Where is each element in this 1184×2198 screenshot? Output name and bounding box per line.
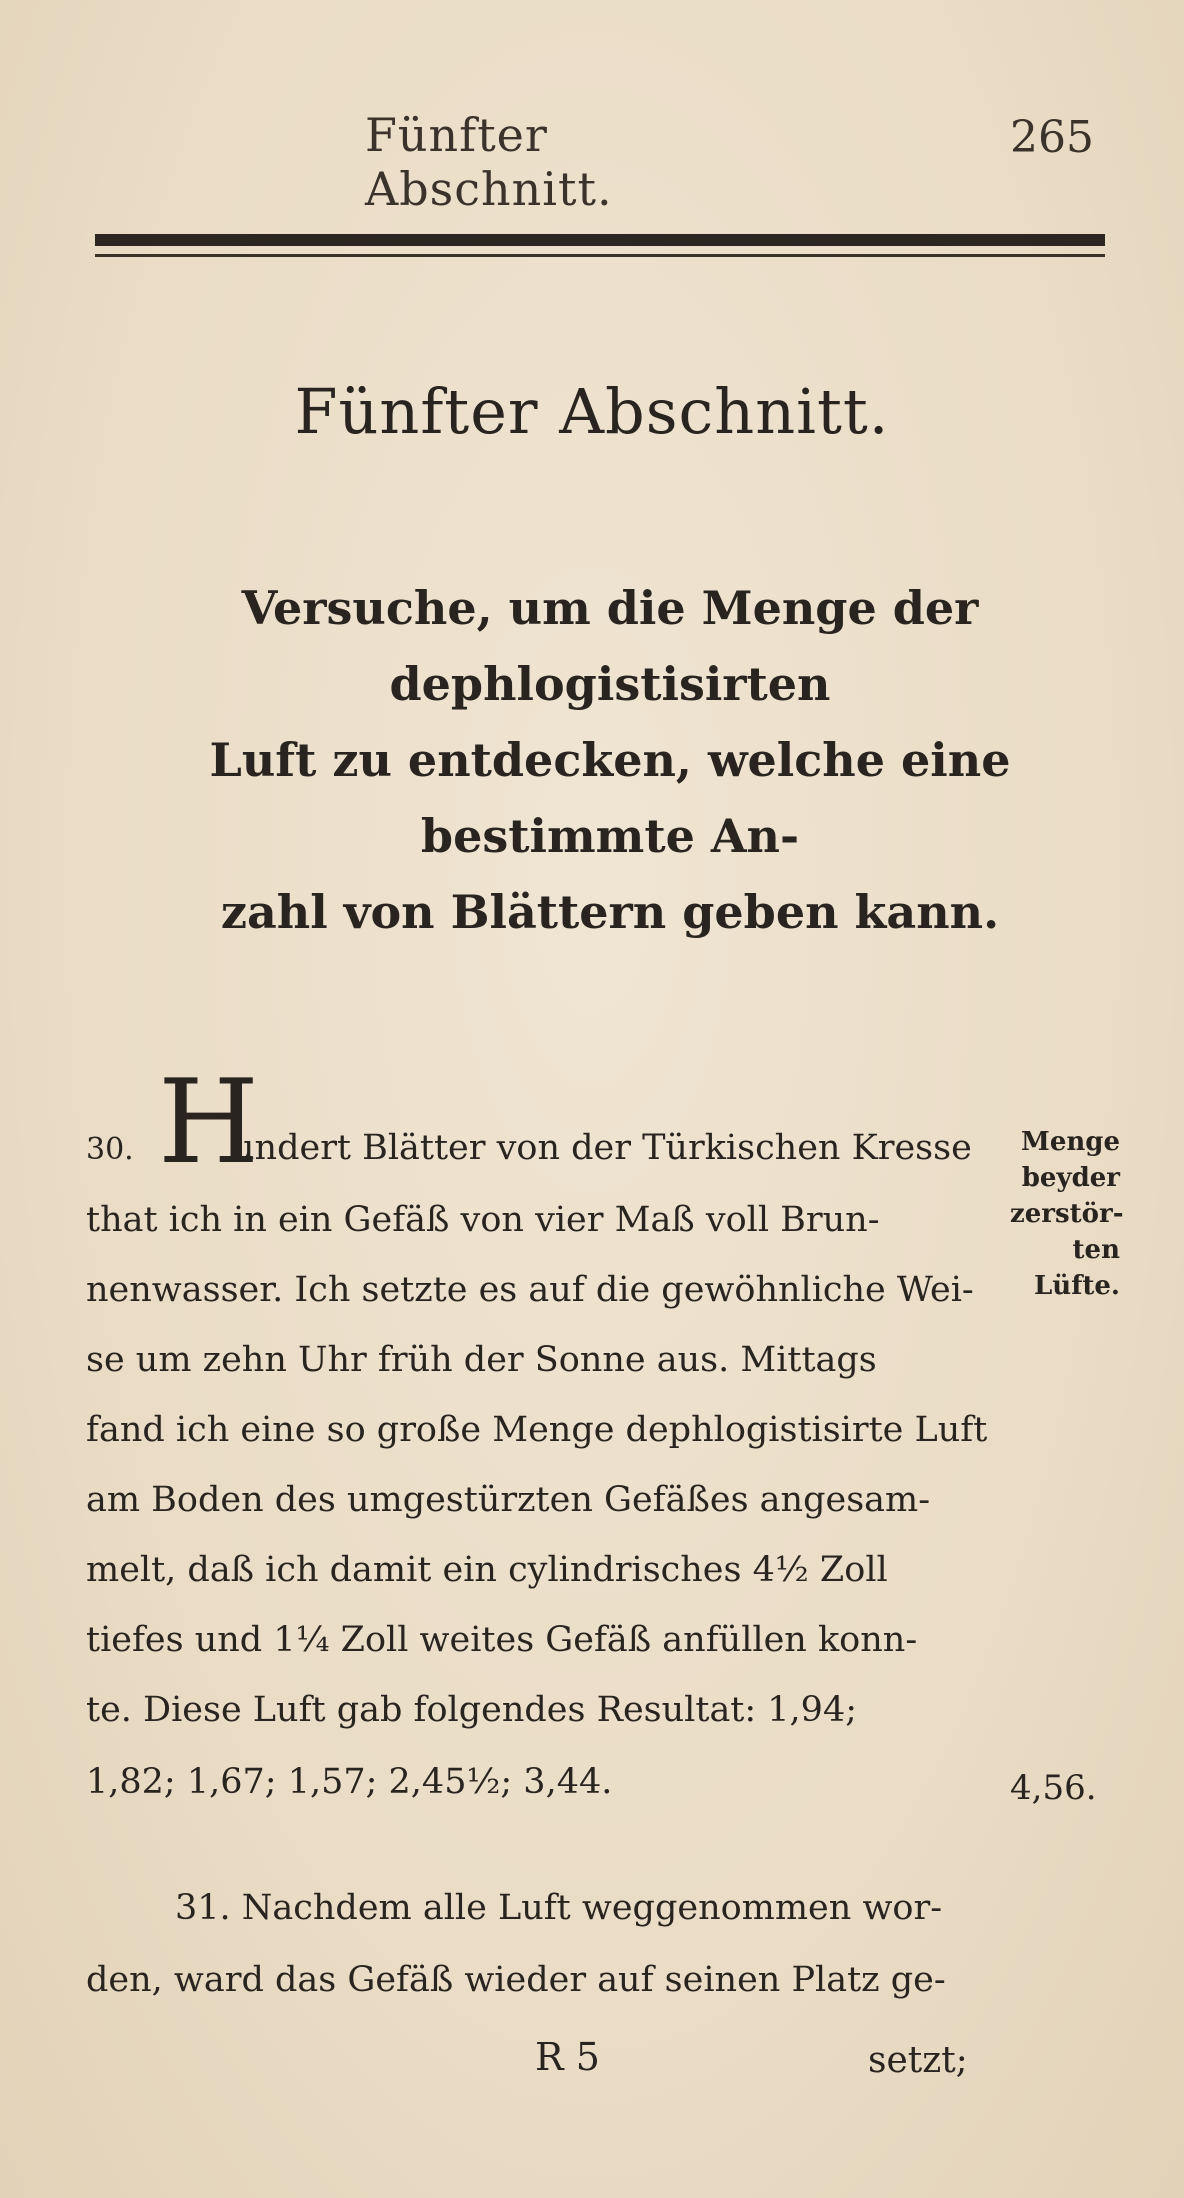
text-line: den, ward das Gefäß wieder auf seinen Platz ge- — [86, 1960, 946, 2000]
margin-note-line: Lüfte. — [1034, 1271, 1120, 1301]
header-rule-thick — [95, 234, 1105, 246]
text-line: 31. Nachdem alle Luft weggenommen wor- — [175, 1888, 943, 1928]
margin-note — [1010, 1124, 1124, 1304]
running-title: Fünfter Abschnitt. — [365, 108, 613, 216]
subtitle-line: zahl von Blättern geben kann. — [220, 885, 1000, 939]
margin-note-line: ten — [1072, 1235, 1120, 1265]
margin-note-line: Menge — [1021, 1127, 1120, 1157]
section-subtitle — [120, 570, 1100, 950]
result-value: 4,56. — [1010, 1768, 1097, 1808]
subtitle-line: Luft zu entdecken, welche eine bestimmte An- — [209, 733, 1011, 863]
margin-note-line: beyder — [1021, 1163, 1120, 1193]
text-line: te. Diese Luft gab folgendes Resultat: 1,94; — [86, 1690, 858, 1730]
subtitle-line: Versuche, um die Menge der dephlogistisirten — [241, 581, 979, 711]
text-line: nenwasser. Ich setzte es auf die gewöhnliche Wei- — [86, 1270, 974, 1310]
signature-mark: R 5 — [535, 2035, 600, 2079]
text-line: undert Blätter von der Türkischen Kresse — [232, 1128, 972, 1168]
catchword: setzt; — [868, 2040, 968, 2081]
text-line: tiefes und 1¼ Zoll weites Gefäß anfüllen konn- — [86, 1620, 918, 1660]
header-rule-thin — [95, 254, 1105, 257]
page-number: 265 — [1010, 112, 1094, 163]
margin-note-line: zerstör- — [1010, 1199, 1124, 1229]
text-line: melt, daß ich damit ein cylindrisches 4½ Zoll — [86, 1550, 888, 1590]
drop-cap: H — [158, 1055, 260, 1190]
text-line: fand ich eine so große Menge dephlogistisirte Luft — [86, 1410, 988, 1450]
section-title: Fünfter Abschnitt. — [294, 375, 890, 448]
text-line: am Boden des umgestürzten Gefäßes angesam- — [86, 1480, 931, 1520]
paragraph-number: 30. — [86, 1132, 134, 1167]
text-line: se um zehn Uhr früh der Sonne aus. Mittags — [86, 1340, 877, 1380]
text-line: that ich in ein Gefäß von vier Maß voll Brun- — [86, 1200, 880, 1240]
text-line: 1,82; 1,67; 1,57; 2,45½; 3,44. — [86, 1762, 613, 1802]
